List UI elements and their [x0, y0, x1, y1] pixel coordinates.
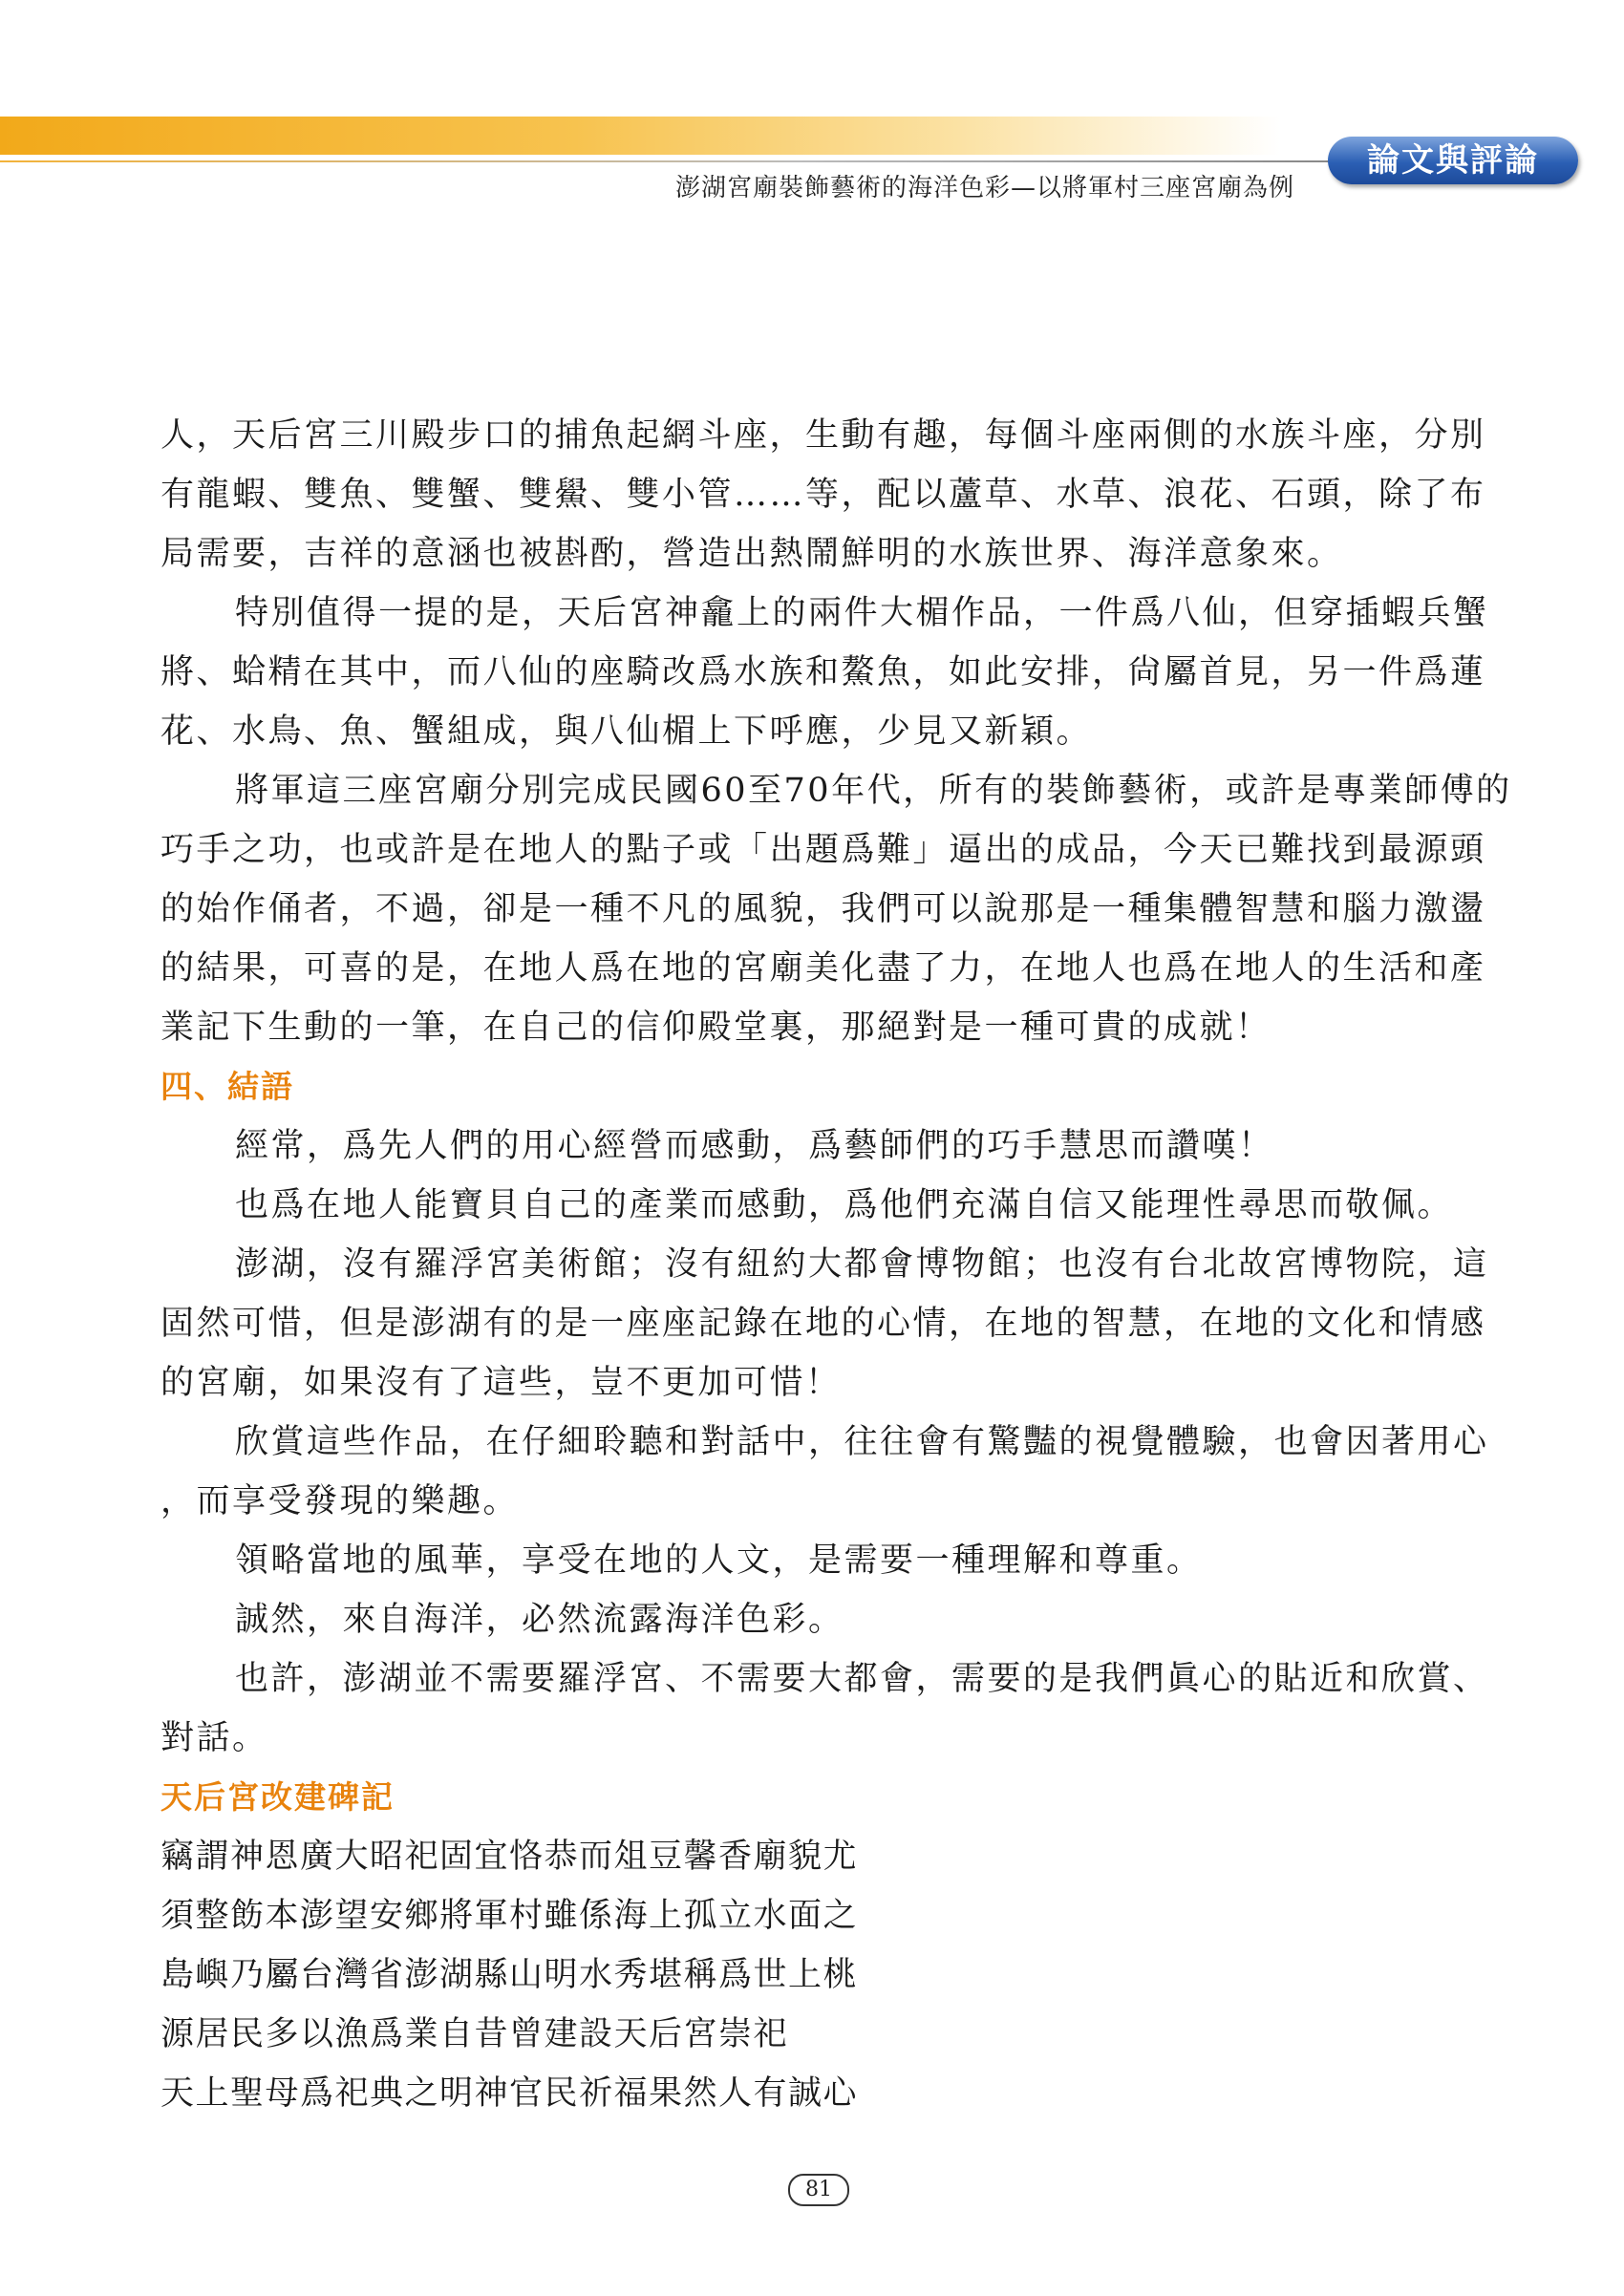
paragraph — [160, 1590, 1479, 1649]
text-line: 澎湖，沒有羅浮宮美術館；沒有紐約大都會博物館；也沒有台北故宮博物院，這 — [235, 1245, 1489, 1284]
text-line: 欣賞這些作品，在仔細聆聽和對話中，往往會有驚豔的視覺體驗，也會因著用心 — [235, 1423, 1489, 1461]
text-line: 特別值得一提的是，天后宮神龕上的兩件大楣作品，一件爲八仙，但穿插蝦兵蟹 — [235, 594, 1489, 632]
paragraph — [160, 1116, 1479, 1176]
header-rule — [0, 160, 1333, 162]
text-line: 有龍蝦、雙魚、雙蟹、雙鱟、雙小管……等，配以蘆草、水草、浪花、石頭，除了布 — [160, 476, 1486, 514]
stele-line: 天上聖母爲祀典之明神官民祈福果然人有誠心 — [160, 2074, 859, 2113]
page-number: 81 — [788, 2174, 849, 2206]
section-heading: 四、結語 — [160, 1068, 294, 1105]
paragraph — [160, 406, 1486, 584]
text-line: 領略當地的風華，享受在地的人文，是需要一種理解和尊重。 — [235, 1541, 1203, 1580]
text-line: 將軍這三座宮廟分別完成民國60至70年代，所有的裝飾藝術，或許是專業師傅的 — [235, 772, 1512, 810]
stele-line: 島嶼乃屬台灣省澎湖縣山明水秀堪稱爲世上桃 — [160, 1956, 859, 1994]
paragraph — [160, 1531, 1479, 1590]
text-line: 固然可惜，但是澎湖有的是一座座記錄在地的心情，在地的智慧，在地的文化和情感 — [160, 1305, 1486, 1343]
paragraph — [160, 1413, 1489, 1531]
paragraph — [160, 761, 1512, 1057]
stele-line: 源居民多以漁爲業自昔曾建設天后宮崇祀 — [160, 2015, 789, 2053]
text-line: ，而享受發現的樂趣。 — [160, 1482, 520, 1520]
text-line: 的宮廟，如果沒有了這些，豈不更加可惜！ — [160, 1364, 842, 1402]
stele-line: 竊謂神恩廣大昭祀固宜恪恭而俎豆馨香廟貌尤 — [160, 1838, 859, 1876]
text-line: 業記下生動的一筆，在自己的信仰殿堂裏，那絕對是一種可貴的成就！ — [160, 1009, 1271, 1047]
section-badge: 論文與評論 — [1328, 137, 1578, 184]
text-line: 的始作俑者，不過，卻是一種不凡的風貌，我們可以說那是一種集體智慧和腦力激盪 — [160, 890, 1486, 928]
text-line: 人，天后宮三川殿步口的捕魚起網斗座，生動有趣，每個斗座兩側的水族斗座，分別 — [160, 416, 1486, 455]
text-line: 的結果，可喜的是，在地人爲在地的宮廟美化盡了力，在地人也爲在地人的生活和產 — [160, 949, 1486, 988]
text-line: 對話。 — [160, 1719, 268, 1757]
stele-heading: 天后宮改建碑記 — [160, 1778, 395, 1816]
stele-inscription — [160, 1827, 1479, 2123]
running-title: 澎湖宮廟裝飾藝術的海洋色彩—以將軍村三座宮廟為例 — [674, 174, 1294, 202]
text-line: 經常，爲先人們的用心經營而感動，爲藝師們的巧手慧思而讚嘆！ — [235, 1127, 1274, 1165]
paragraph — [160, 1235, 1489, 1413]
text-line: 也許，澎湖並不需要羅浮宮、不需要大都會，需要的是我們眞心的貼近和欣賞、 — [235, 1660, 1489, 1698]
header-color-bar — [0, 117, 1280, 155]
text-line: 將、蛤精在其中，而八仙的座騎改爲水族和鰲魚，如此安排，尙屬首見，另一件爲蓮 — [160, 653, 1486, 691]
stele-line: 須整飭本澎望安鄉將軍村雖係海上孤立水面之 — [160, 1897, 859, 1935]
text-line: 也爲在地人能寶貝自己的產業而感動，爲他們充滿自信又能理性尋思而敬佩。 — [235, 1186, 1454, 1224]
text-line: 巧手之功，也或許是在地人的點子或「出題爲難」逼出的成品，今天已難找到最源頭 — [160, 831, 1486, 869]
text-line: 局需要，吉祥的意涵也被斟酌，營造出熱鬧鮮明的水族世界、海洋意象來。 — [160, 535, 1343, 573]
paragraph — [160, 584, 1489, 761]
paragraph — [160, 1176, 1479, 1235]
paragraph — [160, 1649, 1489, 1768]
text-line: 花、水鳥、魚、蟹組成，與八仙楣上下呼應，少見又新穎。 — [160, 712, 1093, 751]
article-body — [160, 406, 1512, 2123]
text-line: 誠然，來自海洋，必然流露海洋色彩。 — [235, 1601, 844, 1639]
